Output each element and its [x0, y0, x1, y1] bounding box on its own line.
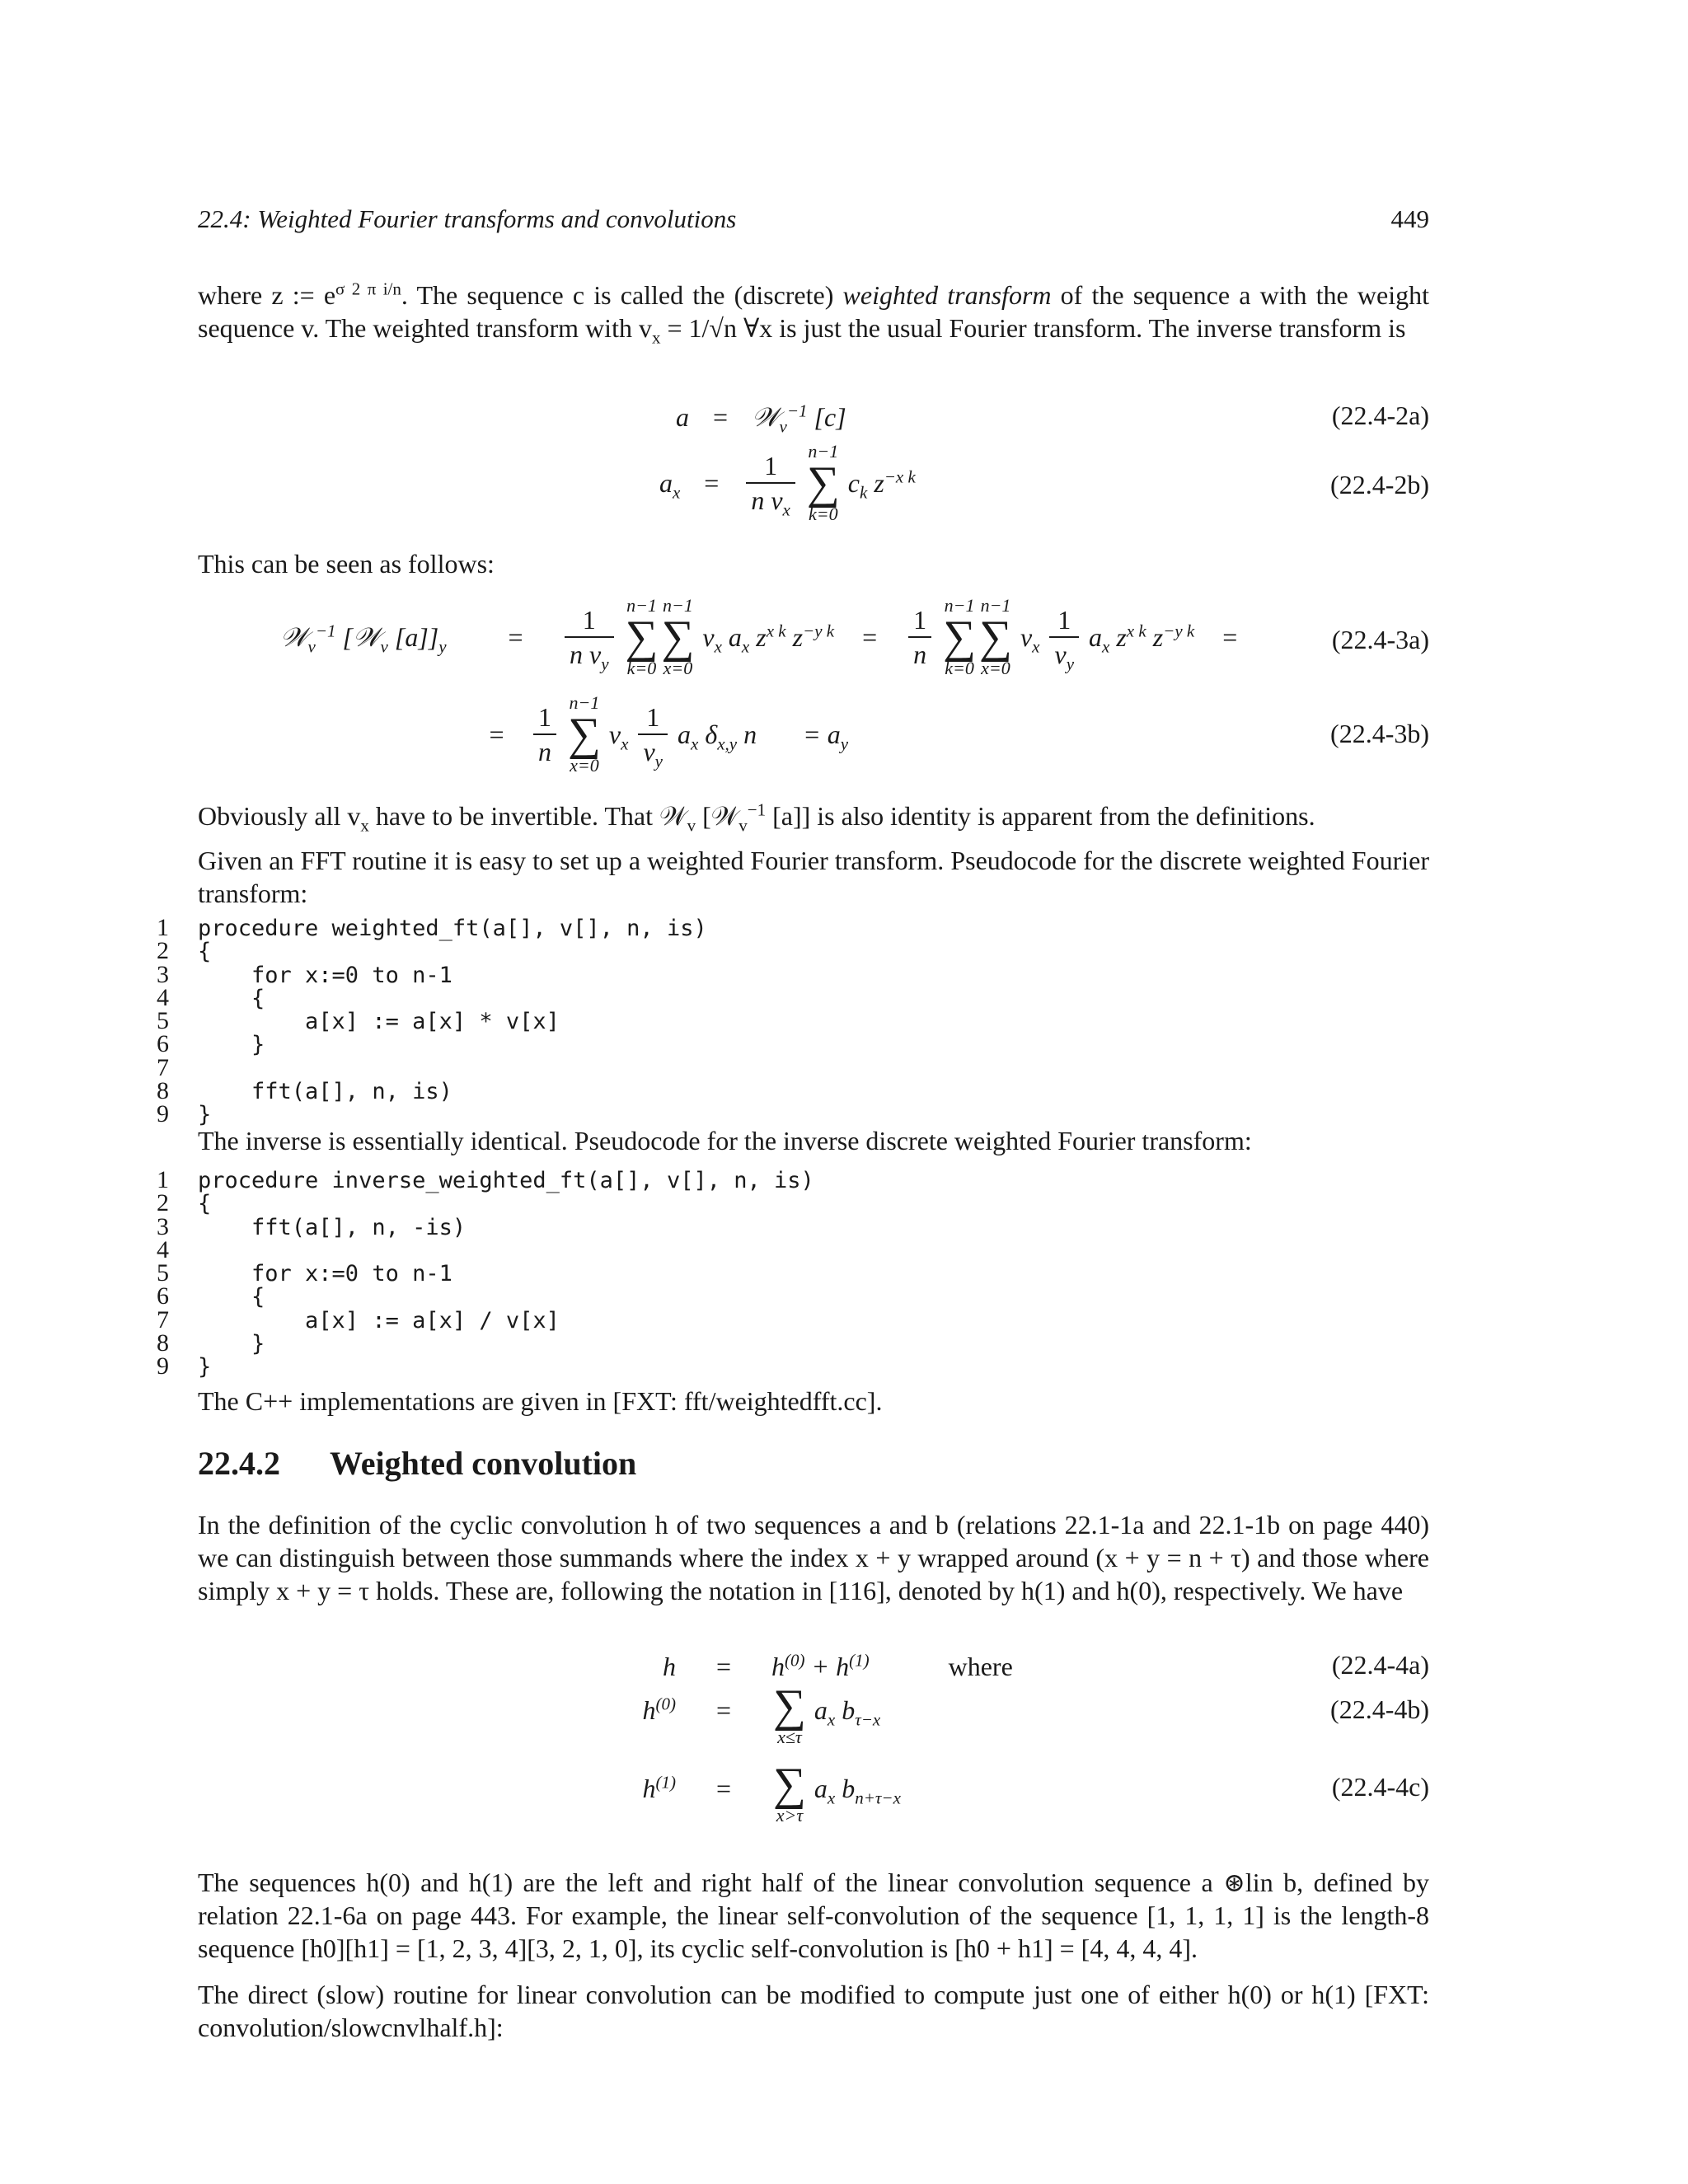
code-line: {: [198, 1191, 212, 1217]
paragraph-seen: This can be seen as follows:: [198, 549, 495, 579]
eq-rhs: + h: [804, 1652, 850, 1681]
text: [a]] is also identity is apparent from the definitions.: [766, 801, 1315, 831]
paragraph-fft-routine: Given an FFT routine it is easy to set up a weighted Fourier transform. Pseudocode for the discrete weighted Fourier transform:: [198, 846, 1429, 908]
eq-term: z: [785, 622, 804, 652]
paragraph-inverse: The inverse is essentially identical. Pseudocode for the inverse discrete weighted Fourier transform:: [198, 1126, 1252, 1155]
sum-upper: n−1: [944, 595, 975, 616]
paragraph-invertible: Obviously all $v_x$ have to be invertible. That 𝒲$_v$ [𝒲$_v^{-1}$ [a]] is also identity is apparent from the definitions.: [198, 799, 1315, 836]
subscript: τ−x: [855, 1709, 881, 1730]
code-line: for x:=0 to n-1: [198, 962, 452, 988]
sum-lower: x≤τ: [777, 1727, 802, 1747]
eq-number-4b: (22.4-4b): [1330, 1694, 1429, 1724]
page-number: 449: [1390, 204, 1429, 233]
eq-lhs: [𝒲: [335, 622, 381, 652]
code-line: a[x] := a[x] * v[x]: [198, 1009, 560, 1035]
sum-lower: x=0: [570, 755, 599, 776]
text: have to be invertible. That 𝒲: [368, 801, 687, 831]
code-line: fft(a[], n, -is): [198, 1214, 467, 1240]
code-line: {: [198, 985, 265, 1011]
eq-rhs: [c]: [807, 402, 846, 432]
paragraph-cyclic: In the definition of the cyclic convolution h of two sequences a and b (relations 22.1-1a and 22.1-1b on page 440) we can distinguish between those summands where the index x + y wrapped around (x + y = n + τ) and those where simply x + y = τ holds. These are, following the notation in [116], denoted by h(1) and h(0), respectively. We have: [198, 1510, 1429, 1605]
fraction-denominator: n v: [751, 485, 783, 515]
eq-rhs: = a: [803, 719, 841, 749]
eq-lhs: h: [642, 1774, 656, 1803]
equation-4a: $h = h^{(0)} + h^{(1)}$ where: [663, 1650, 1013, 1681]
eq-number-3b: (22.4-3b): [1330, 719, 1429, 748]
code-line: a[x] := a[x] / v[x]: [198, 1307, 560, 1333]
paragraph-halves: The sequences h(0) and h(1) are the left and right half of the linear convolution sequence a ⊛lin b, defined by relation 22.1-6a on page 443. For example, the linear self-convolution of the sequence [1, 1, 1, 1] is the length-8 sequence [h0][h1] = [1, 2, 3, 4][3, 2, 1, 0], its cyclic self-convolution is [h0 + h1] = [4, 4, 4, 4].: [198, 1868, 1429, 1963]
exponent: −y k: [803, 621, 835, 641]
code-line: for x:=0 to n-1: [198, 1261, 452, 1287]
code-line: procedure weighted_ft(a[], v[], n, is): [198, 916, 707, 941]
summation: n−1 ∑ k=0: [806, 441, 840, 524]
eq-rhs: h: [771, 1652, 785, 1681]
eq-operator: 𝒲: [280, 622, 308, 652]
code-listing-weighted-ft: 1 procedure weighted_ft(a[], v[], n, is) 2 { 3 for x:=0 to n-1 4 { 5 a[x] := a[x] * v[x] 6 } 7 8 fft(a[], n, is) 9 }: [157, 914, 707, 1128]
eq-number-3a: (22.4-3a): [1331, 625, 1429, 654]
eq-where: where: [948, 1652, 1013, 1681]
sum-upper: n−1: [626, 595, 657, 616]
eq-number-2a: (22.4-2a): [1331, 401, 1429, 430]
subscript: x,y: [717, 733, 738, 754]
superscript: (1): [849, 1650, 870, 1671]
running-header: [198, 204, 1429, 234]
text: . The sequence c is called the (discrete): [401, 280, 843, 310]
code-line: fft(a[], n, is): [198, 1079, 452, 1105]
sum-upper: n−1: [980, 595, 1011, 616]
code-line: {: [198, 939, 212, 965]
superscript: (1): [655, 1772, 676, 1793]
sum-lower: k=0: [945, 658, 974, 678]
equation-4c: $h^{(1)}$ = ∑ x>τ $a_x$ $b_{n+\tau-x}$: [642, 1759, 901, 1825]
code-line: {: [198, 1284, 265, 1310]
text: where z := e: [198, 280, 336, 310]
emphasis: weighted transform: [842, 280, 1052, 310]
eq-lhs: h: [642, 1695, 656, 1725]
code-line: }: [198, 1102, 212, 1128]
code-line: }: [198, 1032, 265, 1058]
equation-2b: $a_x$ = $\frac{1}{n v_x}$ n−1 ∑ k=0 $c_k$ $z^{-x k}$: [659, 441, 916, 524]
sum-upper: n−1: [808, 441, 839, 462]
equation-3b: = $\frac{1}{n}$ n−1 ∑ x=0 $v_x$ $\frac{1}{v_y}$ $a_x$ $\delta_{x,y}$ $n = a_y$: [489, 692, 849, 776]
eq-operator: 𝒲: [752, 402, 780, 432]
code-line: procedure inverse_weighted_ft(a[], v[], n, is): [198, 1168, 814, 1193]
eq-term: v: [702, 622, 715, 652]
eq-lhs: a: [659, 468, 673, 498]
fraction-numerator: 1: [746, 449, 795, 484]
sum-upper: n−1: [569, 692, 600, 713]
eq-lhs: a: [676, 402, 689, 432]
eq-term: a: [677, 719, 691, 749]
eq-term: n: [737, 719, 757, 749]
eq-lhs: [a]]: [387, 622, 439, 652]
eq-term: a: [814, 1695, 828, 1725]
exponent: x k: [766, 621, 786, 641]
text: [𝒲: [696, 801, 739, 831]
eq-term: c: [847, 468, 860, 498]
equation-4b: $h^{(0)}$ = ∑ x≤τ $a_x$ $b_{\tau-x}$: [642, 1680, 881, 1747]
eq-term: δ: [698, 719, 718, 749]
eq-term: a: [814, 1774, 828, 1803]
eq-number-4a: (22.4-4a): [1331, 1650, 1429, 1680]
equation-2a: a = 𝒲$_v^{-1}$ [c]: [676, 401, 846, 437]
eq-lhs: h: [663, 1652, 676, 1681]
sum-lower: x>τ: [776, 1805, 804, 1825]
superscript: (0): [785, 1650, 805, 1671]
text: of the sequence a with the weight sequence v. The weighted transform with v: [198, 280, 1429, 343]
eq-term: b: [835, 1695, 856, 1725]
code-line: }: [198, 1331, 265, 1357]
paragraph-intro: where z := $e^{\sigma 2 \pi i/n}$. The sequence c is called the (discrete) weighted transform of the sequence a with the weight sequence v. The weighted transform with $v_x = 1/√n$ ∀x is just the usual Fourier transform. The inverse transform is: [198, 279, 1429, 348]
eq-term: a: [721, 622, 742, 652]
section-title: Weighted convolution: [330, 1445, 637, 1482]
paragraph-cpp: The C++ implementations are given in [FXT: fft/weightedfft.cc].: [198, 1386, 883, 1416]
equation-3a: 𝒲$_v^{-1}$ [𝒲$_v$ $[a]]_y$ = $\frac{1}{n v_y}$ n−1 ∑ k=0 n−1 ∑ x=0 $v_x$ $a_x$ $z^{x k}$ $z^{-y k}$ = $\frac{1}{n}$ n−1 ∑ k=0 n−1 ∑ x=0 $v_x$ $\frac{1}{v_y}$ $a_x$ $z^{x k}$ $z^{-y k}$ =: [280, 595, 1238, 678]
sum-lower: k=0: [809, 504, 838, 524]
code-line: }: [198, 1354, 212, 1380]
eq-term: b: [835, 1774, 856, 1803]
eq-term: z: [867, 468, 884, 498]
sum-upper: n−1: [662, 595, 693, 616]
text: = 1/√n ∀x is just the usual Fourier transform. The inverse transform is: [660, 313, 1406, 343]
superscript: (0): [655, 1694, 676, 1714]
eq-term: z: [749, 622, 767, 652]
section-heading: [198, 1444, 636, 1483]
header-title: 22.4: Weighted Fourier transforms and convolutions: [198, 204, 737, 233]
code-listing-inverse-weighted-ft: 1 procedure inverse_weighted_ft(a[], v[], n, is) 2 { 3 fft(a[], n, -is) 4 5 for x:=0 to n-1 6 { 7 a[x] := a[x] / v[x] 8 } 9 }: [157, 1166, 814, 1380]
eq-number-4c: (22.4-4c): [1331, 1772, 1429, 1802]
text: Obviously all v: [198, 801, 361, 831]
subscript: n+τ−x: [855, 1788, 901, 1808]
exponent: σ 2 π i/n: [335, 279, 401, 299]
exponent: −x k: [884, 466, 916, 487]
sum-lower: x=0: [981, 658, 1010, 678]
section-number: 22.4.2: [198, 1445, 280, 1482]
eq-number-2b: (22.4-2b): [1330, 470, 1429, 499]
sum-lower: k=0: [626, 658, 657, 678]
sum-lower: x=0: [663, 658, 693, 678]
paragraph-direct-routine: The direct (slow) routine for linear convolution can be modified to compute just one of either h(0) or h(1) [FXT: convolution/slowcnvlhalf.h]:: [198, 1980, 1429, 2042]
